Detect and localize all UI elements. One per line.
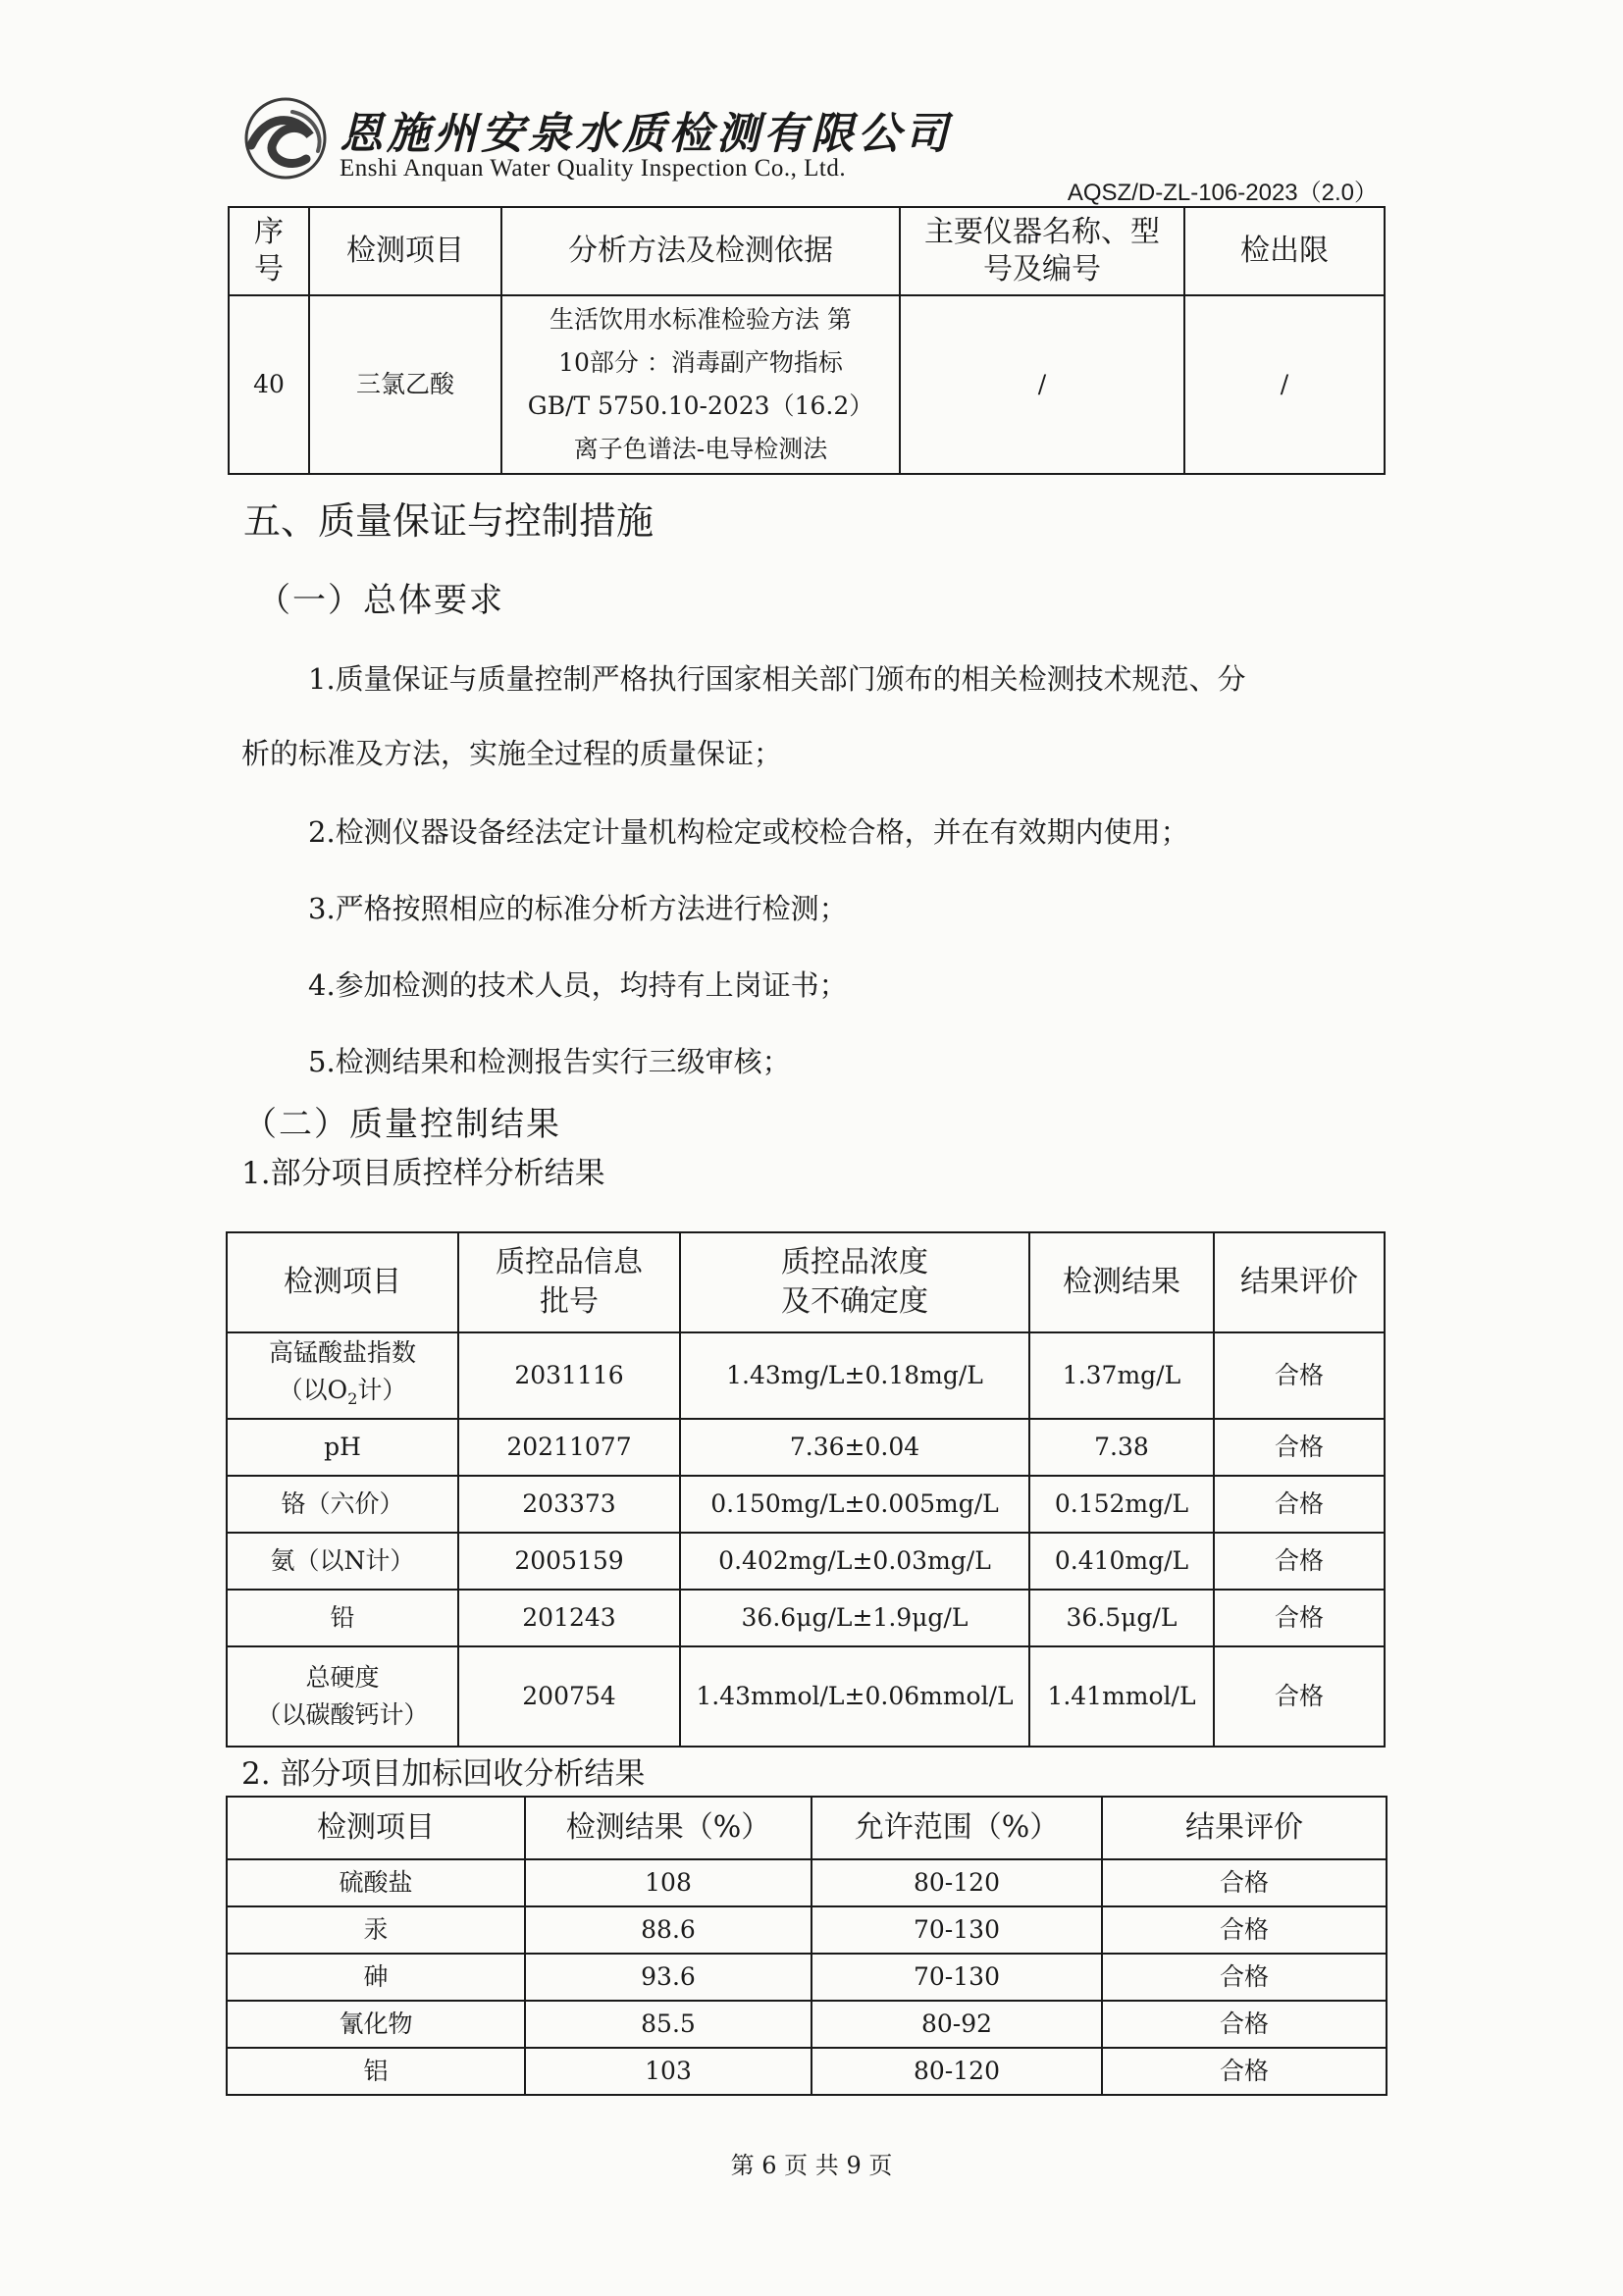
row-conc: 1.43mmol/L±0.06mmol/L: [680, 1646, 1029, 1747]
row-result: 85.5: [525, 2001, 812, 2048]
row-conc: 0.402mg/L±0.03mg/L: [680, 1533, 1029, 1590]
row-eval: 合格: [1102, 2001, 1387, 2048]
table-row: [227, 1646, 1385, 1747]
header-cell: 检测结果: [1029, 1232, 1214, 1332]
row-method: [501, 295, 900, 474]
header-cell: 结果评价: [1214, 1232, 1385, 1332]
row-item: 氰化物: [227, 2001, 525, 2048]
row-batch: 2005159: [458, 1533, 680, 1590]
row-result: 103: [525, 2048, 812, 2095]
table-row: [227, 2048, 1387, 2095]
row-item: 硫酸盐: [227, 1859, 525, 1906]
method-line: GB/T 5750.10-2023（16.2）: [527, 391, 874, 420]
row-eval: 合格: [1214, 1533, 1385, 1590]
row-item: 铅: [227, 1590, 458, 1646]
item-line: 总硬度: [305, 1663, 380, 1692]
header-cell: 结果评价: [1102, 1797, 1387, 1859]
row-eval: 合格: [1214, 1476, 1385, 1533]
row-instrument: /: [900, 295, 1184, 474]
header-cell: 检出限: [1184, 207, 1385, 295]
qc-sample-table: [226, 1231, 1386, 1748]
row-range: 80-92: [812, 2001, 1102, 2048]
letterhead: [241, 94, 1380, 206]
row-result: 36.5μg/L: [1029, 1590, 1214, 1646]
header-cell: 主要仪器名称、型号及编号: [900, 207, 1184, 295]
header-cell: 检测项目: [309, 207, 501, 295]
paragraph: 1.质量保证与质量控制严格执行国家相关部门颁布的相关检测技术规范、分: [308, 662, 1246, 696]
paragraph: 4.参加检测的技术人员，均持有上岗证书；: [308, 968, 848, 1002]
row-result: 7.38: [1029, 1419, 1214, 1476]
row-conc: 7.36±0.04: [680, 1419, 1029, 1476]
row-batch: 200754: [458, 1646, 680, 1747]
method-line: 生活饮用水标准检验方法 第: [550, 305, 852, 334]
paragraph: 5.检测结果和检测报告实行三级审核；: [308, 1045, 791, 1078]
subsection-title-qc: （二）质量控制结果: [243, 1105, 561, 1144]
company-logo-icon: [241, 94, 330, 183]
table-row: [227, 1419, 1385, 1476]
row-eval: 合格: [1102, 1859, 1387, 1906]
row-item: pH: [227, 1419, 458, 1476]
row-result: 88.6: [525, 1906, 812, 1954]
table-row: [227, 1332, 1385, 1419]
table-row: [227, 1476, 1385, 1533]
row-eval: 合格: [1214, 1419, 1385, 1476]
table-row: [227, 1859, 1387, 1906]
company-name-en: Enshi Anquan Water Quality Inspection Co., Ltd.: [340, 155, 847, 182]
method-line: 离子色谱法-电导检测法: [573, 435, 828, 463]
row-item: [227, 1332, 458, 1419]
subsection-title-general: （一）总体要求: [257, 581, 504, 620]
page-number: 第 6 页 共 9 页: [730, 2152, 893, 2179]
row-result: 0.152mg/L: [1029, 1476, 1214, 1533]
table-row: [227, 1533, 1385, 1590]
row-limit: /: [1184, 295, 1385, 474]
row-eval: 合格: [1102, 1906, 1387, 1954]
row-item: 汞: [227, 1906, 525, 1954]
row-eval: 合格: [1102, 1954, 1387, 2001]
paragraph: 3.严格按照相应的标准分析方法进行检测；: [308, 892, 848, 925]
row-conc: 0.150mg/L±0.005mg/L: [680, 1476, 1029, 1533]
method-table: [228, 206, 1386, 475]
row-number: 40: [229, 295, 309, 474]
table-title-qc: 1.部分项目质控样分析结果: [241, 1156, 605, 1191]
header-cell: 检测结果（%）: [525, 1797, 812, 1859]
document-code: AQSZ/D-ZL-106-2023（2.0）: [1067, 180, 1378, 206]
row-eval: 合格: [1214, 1590, 1385, 1646]
table-row: [227, 1590, 1385, 1646]
paragraph: 2.检测仪器设备经法定计量机构检定或校检合格，并在有效期内使用；: [308, 815, 1189, 849]
header-cell: 序号: [229, 207, 309, 295]
header-cell: 质控品信息批号: [458, 1232, 680, 1332]
row-eval: 合格: [1102, 2048, 1387, 2095]
row-eval: 合格: [1214, 1646, 1385, 1747]
table-header-row: [229, 207, 1385, 295]
item-line: （以$O_2$计）: [278, 1375, 407, 1408]
row-batch: 20211077: [458, 1419, 680, 1476]
row-eval: 合格: [1214, 1332, 1385, 1419]
row-conc: 1.43mg/L±0.18mg/L: [680, 1332, 1029, 1419]
method-line: 10部分 ：消毒副产物指标: [558, 348, 843, 377]
table-header-row: [227, 1232, 1385, 1332]
row-range: 80-120: [812, 2048, 1102, 2095]
row-item: 铝: [227, 2048, 525, 2095]
header-cell: 质控品浓度及不确定度: [680, 1232, 1029, 1332]
row-item: 三氯乙酸: [309, 295, 501, 474]
row-result: 108: [525, 1859, 812, 1906]
row-batch: 203373: [458, 1476, 680, 1533]
company-name-cn: 恩施州安泉水质检测有限公司: [340, 109, 952, 159]
row-item: 铬（六价）: [227, 1476, 458, 1533]
row-item: [227, 1646, 458, 1747]
table-header-row: [227, 1797, 1387, 1859]
row-result: 1.41mmol/L: [1029, 1646, 1214, 1747]
item-line: 高锰酸盐指数: [268, 1337, 416, 1367]
table-row: [227, 1954, 1387, 2001]
row-range: 70-130: [812, 1906, 1102, 1954]
header-cell: 检测项目: [227, 1232, 458, 1332]
row-item: 氨（以N计）: [227, 1533, 458, 1590]
row-range: 80-120: [812, 1859, 1102, 1906]
paragraph: 析的标准及方法，实施全过程的质量保证；: [241, 737, 783, 770]
table-title-recovery: 2. 部分项目加标回收分析结果: [241, 1756, 646, 1792]
row-result: 0.410mg/L: [1029, 1533, 1214, 1590]
table-row: [229, 295, 1385, 474]
row-range: 70-130: [812, 1954, 1102, 2001]
table-row: [227, 2001, 1387, 2048]
section-title: 五、质量保证与控制措施: [243, 499, 654, 543]
row-conc: 36.6μg/L±1.9μg/L: [680, 1590, 1029, 1646]
header-cell: 检测项目: [227, 1797, 525, 1859]
row-result: 93.6: [525, 1954, 812, 2001]
header-cell: 分析方法及检测依据: [501, 207, 900, 295]
table-row: [227, 1906, 1387, 1954]
header-cell: 允许范围（%）: [812, 1797, 1102, 1859]
row-batch: 201243: [458, 1590, 680, 1646]
item-line: （以碳酸钙计）: [256, 1700, 429, 1729]
row-item: 砷: [227, 1954, 525, 2001]
row-result: 1.37mg/L: [1029, 1332, 1214, 1419]
row-batch: 2031116: [458, 1332, 680, 1419]
spike-recovery-table: [226, 1796, 1387, 2096]
